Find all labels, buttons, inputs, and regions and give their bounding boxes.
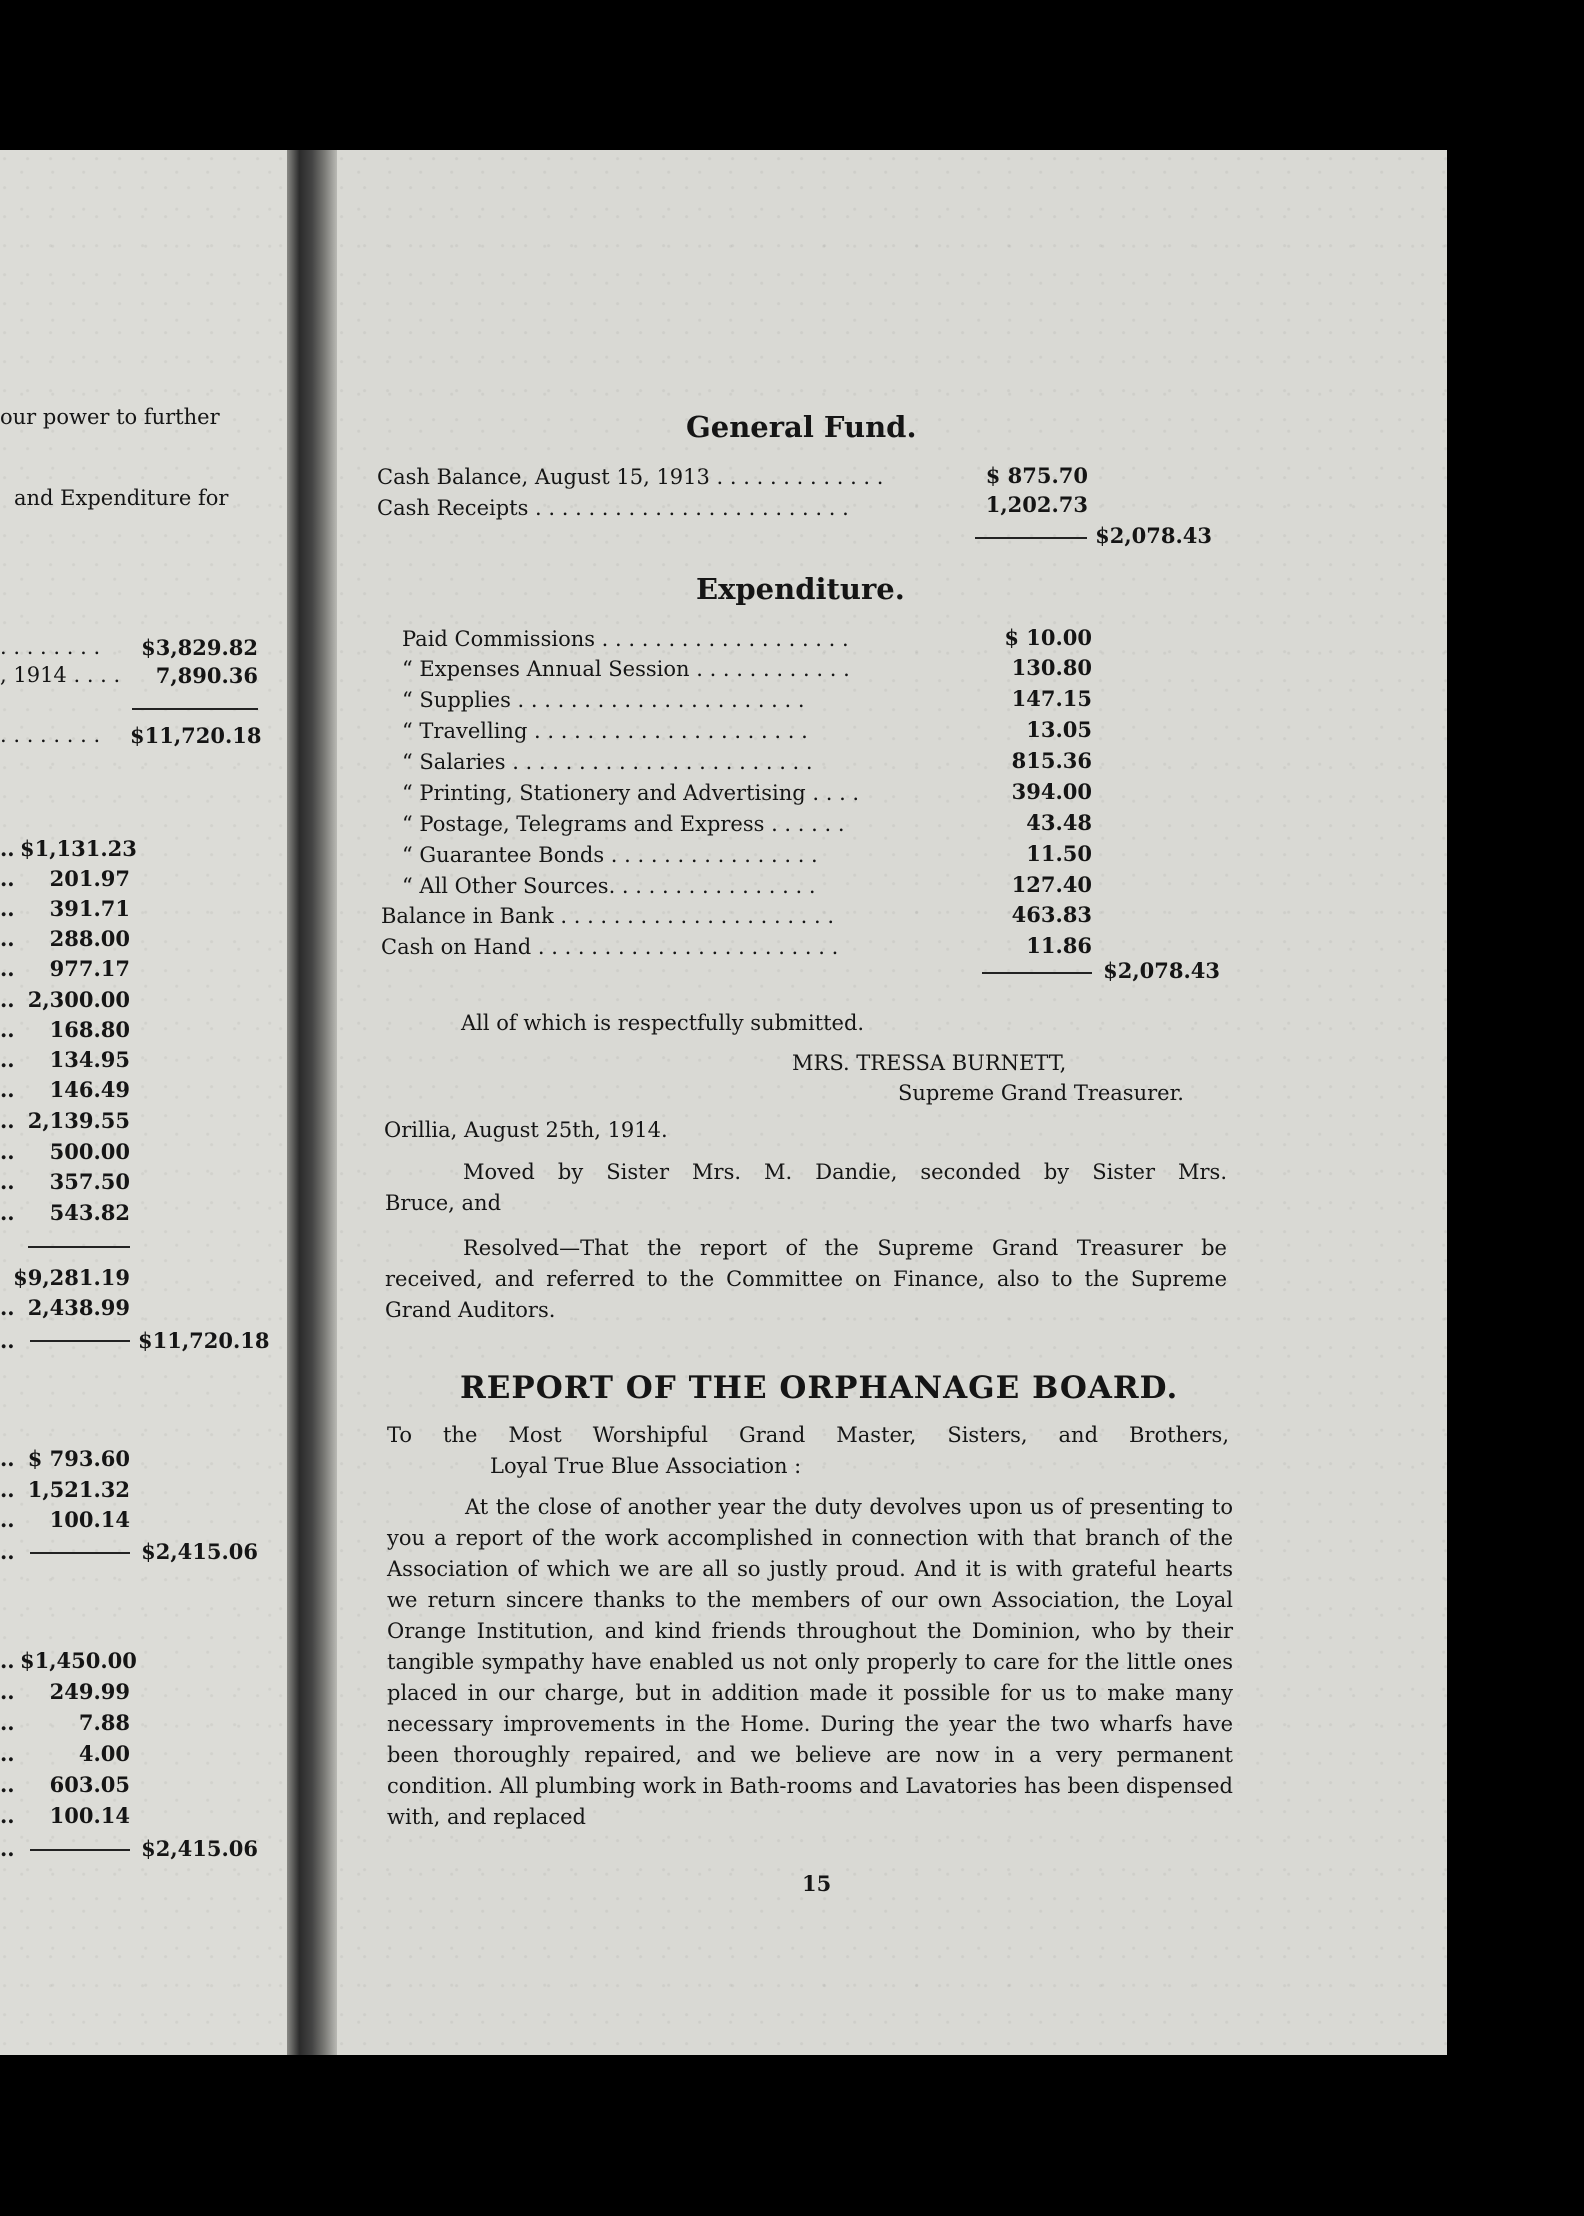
motion-moved bbox=[385, 1157, 1227, 1219]
left-receipt-total: $11,720.18 bbox=[130, 723, 262, 748]
expenditure-item-label: Paid Commissions . . . . . . . . . . . . . . . . . . . bbox=[402, 627, 849, 651]
left-receipt-dots: , 1914 . . . . bbox=[0, 663, 121, 687]
expenditure-item-amount: 147.15 bbox=[1011, 686, 1092, 711]
expenditure-item-label: “ Printing, Stationery and Advertising . . . . bbox=[402, 781, 860, 805]
left-subtotal: $9,281.19 bbox=[13, 1265, 130, 1290]
expenditure-item-amount: 11.50 bbox=[1026, 841, 1092, 866]
expenditure-item-label: Cash on Hand . . . . . . . . . . . . . . . . . . . . . . . bbox=[381, 935, 839, 959]
left-dots: .. bbox=[0, 1017, 15, 1042]
left-block2-rule bbox=[30, 1552, 130, 1554]
orphanage-report-title: REPORT OF THE ORPHANAGE BOARD. bbox=[460, 1370, 1179, 1406]
book-gutter bbox=[287, 150, 337, 2055]
expenditure-total: $2,078.43 bbox=[1103, 958, 1220, 983]
left-dots: .. bbox=[0, 956, 15, 981]
left-dots: .. bbox=[0, 1741, 15, 1766]
left-dots: .. bbox=[0, 1200, 15, 1225]
left-grand-total: $11,720.18 bbox=[138, 1328, 270, 1353]
place-date: Orillia, August 25th, 1914. bbox=[384, 1118, 668, 1142]
expenditure-item-label: “ Expenses Annual Session . . . . . . . . . . . . bbox=[402, 657, 850, 681]
left-block3-total: $2,415.06 bbox=[141, 1836, 258, 1861]
orphanage-body bbox=[387, 1492, 1233, 1833]
expenditure-total-rule bbox=[982, 972, 1092, 974]
left-subtotal-rule bbox=[28, 1246, 130, 1248]
submission-statement: All of which is respectfully submitted. bbox=[461, 1011, 865, 1035]
left-expenditure-amount: 977.17 bbox=[49, 956, 130, 981]
left-dots: .. bbox=[0, 1772, 15, 1797]
left-dots: .. bbox=[0, 1679, 15, 1704]
left-page bbox=[0, 150, 287, 2055]
left-receipt-dots: . . . . . . . . bbox=[0, 635, 101, 659]
left-block2-amount: 100.14 bbox=[49, 1507, 130, 1532]
left-dots: .. bbox=[0, 1295, 15, 1320]
left-expenditure-amount: 288.00 bbox=[49, 926, 130, 951]
left-expenditure-amount: 500.00 bbox=[49, 1139, 130, 1164]
left-dots: .. bbox=[0, 1539, 15, 1564]
left-balance: 2,438.99 bbox=[27, 1295, 130, 1320]
left-dots: .. bbox=[0, 1139, 15, 1164]
left-dots: .. bbox=[0, 1328, 15, 1353]
expenditure-item-amount: 815.36 bbox=[1011, 748, 1092, 773]
motion-resolved bbox=[385, 1233, 1227, 1326]
left-dots: .. bbox=[0, 866, 15, 891]
salutation-line: To the Most Worshipful Grand Master, Sisters, and Brothers, bbox=[387, 1423, 1229, 1447]
left-expenditure-amount: 2,300.00 bbox=[27, 987, 130, 1012]
fund-line-amount: 1,202.73 bbox=[985, 492, 1088, 517]
left-block3-amount: 100.14 bbox=[49, 1803, 130, 1828]
left-dots: .. bbox=[0, 1507, 15, 1532]
left-block3-amount: 249.99 bbox=[49, 1679, 130, 1704]
salutation-line: Loyal True Blue Association : bbox=[490, 1454, 802, 1478]
left-receipt-amount: 7,890.36 bbox=[155, 663, 258, 688]
expenditure-item-amount: 43.48 bbox=[1026, 810, 1092, 835]
left-expenditure-amount: 201.97 bbox=[49, 866, 130, 891]
general-fund-title: General Fund. bbox=[686, 410, 917, 444]
left-receipt-amount: $3,829.82 bbox=[141, 635, 258, 660]
left-expenditure-amount: 146.49 bbox=[49, 1077, 130, 1102]
left-dots: .. bbox=[0, 987, 15, 1012]
left-block3-amount: 603.05 bbox=[49, 1772, 130, 1797]
left-block3-amount: 4.00 bbox=[78, 1741, 130, 1766]
orphanage-body-text: At the close of another year the duty devolves upon us of presenting to you a report of the work accomplished in connection with that branch of the Association of which we are all so justly proud. And it is with grateful hearts we return sincere thanks to the members of our own Association, the Loyal Orange Institution, and kind friends throughout the Dominion, who by their tangible sympathy have enabled us not only properly to care for the little ones placed in our charge, but in addition made it possible for us to make many necessary improvements in the Home. During the year the two wharfs have been thoroughly repaired, and we believe are now in a very permanent condition. All plumbing work in Bath-rooms and Lavatories has been dispensed with, and replaced bbox=[387, 1495, 1233, 1829]
expenditure-item-amount: 13.05 bbox=[1026, 717, 1092, 742]
left-dots: .. bbox=[0, 1446, 15, 1471]
signer-name: MRS. TRESSA BURNETT, bbox=[792, 1051, 1067, 1075]
fund-total: $2,078.43 bbox=[1095, 523, 1212, 548]
orphanage-salutation bbox=[387, 1420, 1229, 1482]
expenditure-item-label: “ Salaries . . . . . . . . . . . . . . . . . . . . . . . bbox=[402, 750, 813, 774]
left-receipt-dots: . . . . . . . . bbox=[0, 723, 101, 747]
motion-moved-line: Moved by Sister Mrs. M. Dandie, seconded by Sister Mrs. bbox=[463, 1160, 1227, 1184]
left-block2-amount: 1,521.32 bbox=[27, 1477, 130, 1502]
left-dots: .. bbox=[0, 836, 15, 861]
left-block2-amount: $ 793.60 bbox=[27, 1446, 130, 1471]
left-expenditure-amount: 168.80 bbox=[49, 1017, 130, 1042]
expenditure-item-amount: $ 10.00 bbox=[1004, 625, 1092, 650]
left-block2-total: $2,415.06 bbox=[141, 1539, 258, 1564]
left-dots: .. bbox=[0, 1108, 15, 1133]
signer-title: Supreme Grand Treasurer. bbox=[898, 1081, 1184, 1105]
left-text-line: and Expenditure for bbox=[14, 486, 229, 510]
expenditure-item-label: Balance in Bank . . . . . . . . . . . . . . . . . . . . . bbox=[381, 904, 835, 928]
page-number: 15 bbox=[802, 1871, 832, 1896]
left-block3-amount: $1,450.00 bbox=[20, 1648, 137, 1673]
motion-resolved-text: Resolved—That the report of the Supreme Grand Treasurer be received, and referred to the Committee on Finance, also to the Supreme Grand Auditors. bbox=[385, 1236, 1227, 1322]
fund-line-amount: $ 875.70 bbox=[985, 463, 1088, 488]
expenditure-item-amount: 130.80 bbox=[1011, 655, 1092, 680]
left-expenditure-amount: $1,131.23 bbox=[20, 836, 137, 861]
left-expenditure-amount: 391.71 bbox=[49, 896, 130, 921]
left-dots: .. bbox=[0, 1710, 15, 1735]
expenditure-title: Expenditure. bbox=[696, 572, 905, 606]
left-grand-total-rule bbox=[30, 1340, 130, 1342]
left-expenditure-amount: 2,139.55 bbox=[27, 1108, 130, 1133]
left-block3-amount: 7.88 bbox=[78, 1710, 130, 1735]
expenditure-item-amount: 394.00 bbox=[1011, 779, 1092, 804]
left-dots: .. bbox=[0, 1477, 15, 1502]
left-dots: .. bbox=[0, 1077, 15, 1102]
motion-moved-line: Bruce, and bbox=[385, 1191, 502, 1215]
left-expenditure-amount: 357.50 bbox=[49, 1169, 130, 1194]
fund-line-label: Cash Receipts . . . . . . . . . . . . . . . . . . . . . . . . bbox=[377, 496, 849, 520]
left-text-line: our power to further bbox=[0, 405, 220, 429]
fund-line-label: Cash Balance, August 15, 1913 . . . . . . . . . . . . . bbox=[377, 465, 884, 489]
left-dots: .. bbox=[0, 1047, 15, 1072]
expenditure-item-amount: 127.40 bbox=[1011, 872, 1092, 897]
left-total-rule bbox=[132, 708, 258, 710]
expenditure-item-amount: 11.86 bbox=[1026, 933, 1092, 958]
expenditure-item-label: “ All Other Sources. . . . . . . . . . . . . . . . bbox=[402, 874, 816, 898]
expenditure-item-label: “ Travelling . . . . . . . . . . . . . . . . . . . . . bbox=[402, 719, 808, 743]
left-block3-rule bbox=[30, 1849, 130, 1851]
left-dots: .. bbox=[0, 1648, 15, 1673]
left-dots: .. bbox=[0, 1169, 15, 1194]
expenditure-item-label: “ Guarantee Bonds . . . . . . . . . . . . . . . . bbox=[402, 843, 818, 867]
expenditure-item-label: “ Supplies . . . . . . . . . . . . . . . . . . . . . . bbox=[402, 688, 805, 712]
left-expenditure-amount: 543.82 bbox=[49, 1200, 130, 1225]
left-dots: .. bbox=[0, 926, 15, 951]
left-expenditure-amount: 134.95 bbox=[49, 1047, 130, 1072]
fund-total-rule bbox=[975, 537, 1087, 539]
left-dots: .. bbox=[0, 1836, 15, 1861]
left-dots: .. bbox=[0, 1803, 15, 1828]
left-dots: .. bbox=[0, 896, 15, 921]
expenditure-item-amount: 463.83 bbox=[1011, 902, 1092, 927]
expenditure-item-label: “ Postage, Telegrams and Express . . . . . . bbox=[402, 812, 845, 836]
